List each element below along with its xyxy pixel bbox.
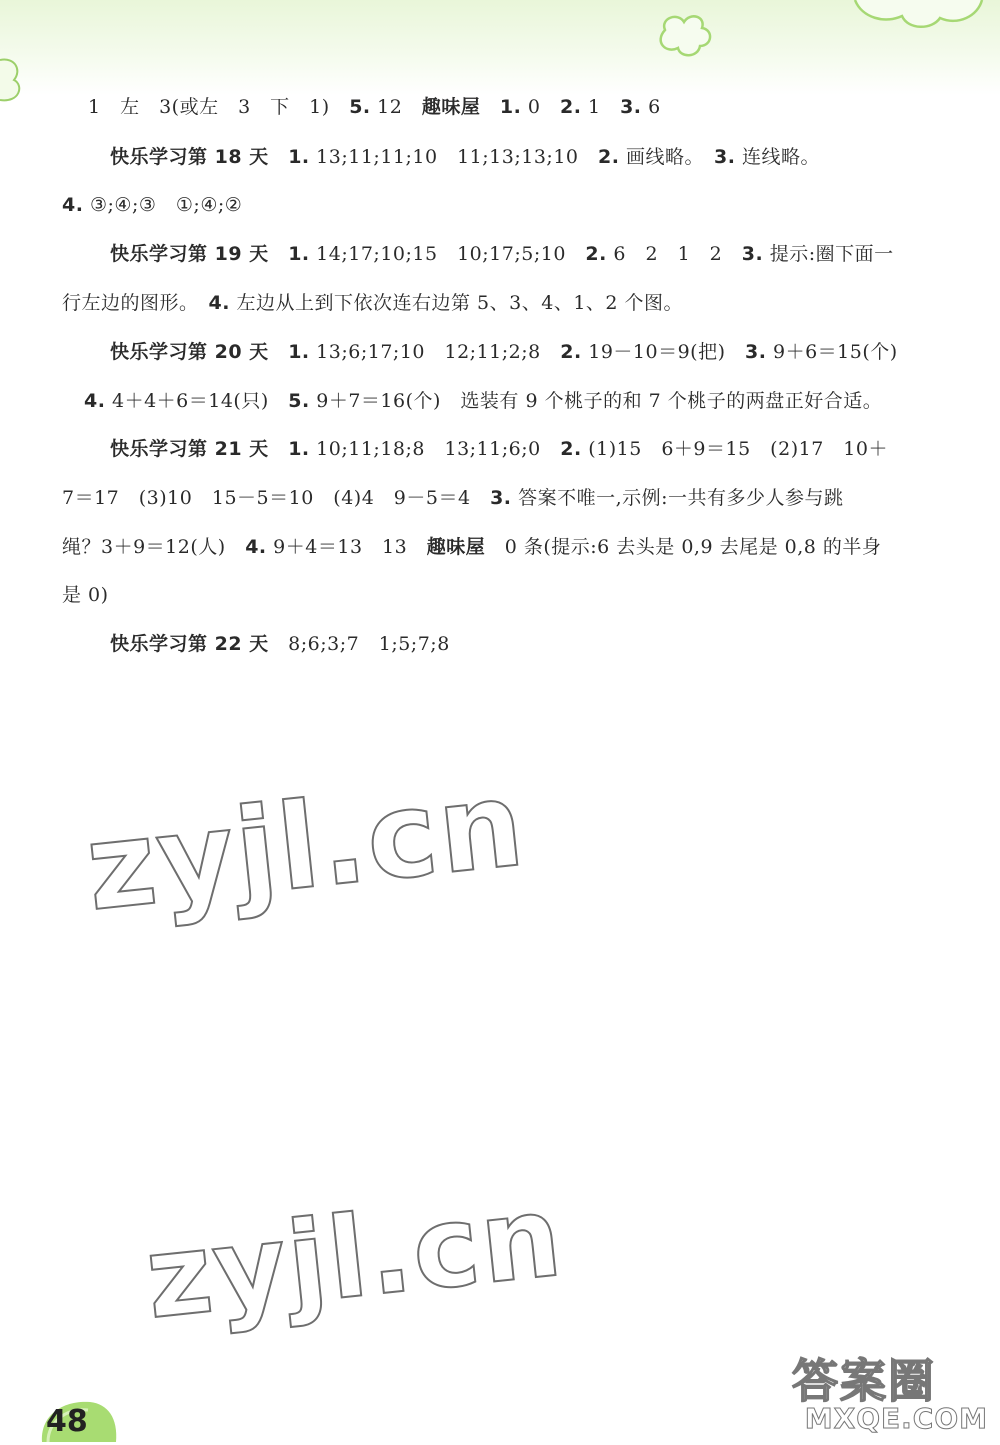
answer-text-segment: 0 条(提示:6 去头是 0,9 去尾是 0,8 的半身 (485, 536, 882, 558)
answer-text-segment: 14;17;10;15 10;17;5;10 (309, 243, 586, 265)
answer-text-segment: 1. (499, 96, 522, 118)
answer-text-segment: 6 2 1 2 (606, 243, 742, 265)
answer-text-segment: 1. (288, 243, 310, 265)
watermark-lower: zyjl.cn (140, 1171, 569, 1345)
answer-text-segment: 行左边的图形。 (62, 292, 209, 314)
answer-text-segment: 1 (581, 96, 621, 118)
answer-text-segment: 9＋6＝15(个) (766, 341, 898, 363)
answer-text-segment: 5. (349, 96, 371, 118)
answer-line-11 (62, 583, 109, 607)
corner-logo (788, 1345, 988, 1435)
answer-text-segment: 3. (714, 146, 736, 168)
answer-line-1 (88, 95, 661, 119)
cloud-decoration-left (0, 55, 30, 115)
answer-line-6 (110, 340, 898, 364)
answer-text-segment: 2. (585, 243, 607, 265)
answer-text-segment (480, 96, 500, 118)
answer-text-segment: 画线略。 (619, 146, 715, 168)
answer-text-segment (269, 341, 289, 363)
answer-text-segment: 7＝17 (3)10 15－5＝10 (4)4 9－5＝4 (62, 487, 491, 509)
answer-text-segment: 4. (84, 390, 106, 412)
answer-text-segment: 2. (560, 341, 582, 363)
answer-text-segment (269, 438, 289, 460)
answer-text-segment: 快乐学习第 19 天 (110, 243, 269, 265)
answer-text-segment: 2. (560, 438, 582, 460)
page-number-badge (38, 1398, 120, 1444)
answer-text-segment: 12 (370, 96, 422, 118)
answer-text-segment: 13;6;17;10 12;11;2;8 (309, 341, 561, 363)
answer-text-segment: (1)15 6＋9＝15 (2)17 10＋ (581, 438, 888, 460)
answer-text-segment: 1 左 3(或左 3 下 1) (88, 96, 350, 118)
answer-text-segment: 19－10＝9(把) (581, 341, 746, 363)
answer-line-2 (110, 145, 820, 169)
page-number: 48 (46, 1404, 88, 1439)
answer-text-segment (269, 146, 289, 168)
answer-text-segment: 4. (62, 194, 84, 216)
answer-text-segment: 3. (490, 487, 512, 509)
answer-text-segment: 答案不唯一,示例:一共有多少人参与跳 (511, 487, 844, 509)
answer-line-10 (62, 535, 881, 559)
answer-text-segment: 9＋4＝13 13 (266, 536, 427, 558)
answer-line-5 (62, 291, 683, 315)
answer-text-segment: 1. (288, 146, 310, 168)
answer-text-segment: 快乐学习第 21 天 (110, 438, 269, 460)
answer-text-segment: 2. (598, 146, 620, 168)
answer-line-4 (110, 242, 894, 266)
answer-text-segment: 左边从上到下依次连右边第 5、3、4、1、2 个图。 (229, 292, 684, 314)
answer-text-segment: 4. (208, 292, 230, 314)
corner-logo-brand: 答案圈 (792, 1354, 936, 1408)
answer-text-segment: 连线略。 (735, 146, 821, 168)
answer-text-segment: 6 (641, 96, 661, 118)
answer-text-segment: 1. (288, 341, 310, 363)
answer-line-7 (84, 389, 882, 413)
answer-text-segment: 是 0) (62, 584, 109, 606)
answer-line-3 (62, 193, 242, 217)
answer-text-segment: 绳？3＋9＝12(人) (62, 536, 246, 558)
answer-text-segment (269, 243, 289, 265)
answer-text-segment: 趣味屋 (421, 96, 481, 118)
answer-text-segment: 趣味屋 (426, 536, 486, 558)
answer-text-segment: 1. (288, 438, 310, 460)
answer-text-segment: 4. (245, 536, 267, 558)
answer-text-segment: 提示:圈下面一 (763, 243, 894, 265)
answer-text-segment: 0 (521, 96, 560, 118)
answer-text-segment: 3. (620, 96, 642, 118)
answer-text-segment: 10;11;18;8 13;11;6;0 (309, 438, 561, 460)
answer-text-segment: 8;6;3;7 1;5;7;8 (268, 633, 450, 655)
answer-text-segment: 3. (741, 243, 764, 265)
answer-text-segment: 13;11;11;10 11;13;13;10 (309, 146, 599, 168)
answer-text-segment: 快乐学习第 18 天 (110, 146, 269, 168)
answer-text-segment: 快乐学习第 20 天 (110, 341, 269, 363)
watermark-upper: zyjl.cn (80, 754, 532, 938)
corner-logo-domain: MXQE.COM (804, 1402, 988, 1435)
answer-text-segment: 快乐学习第 22 天 (110, 633, 269, 655)
answer-line-12 (110, 632, 450, 656)
cloud-decoration-right (640, 0, 1000, 70)
answer-text-segment: 9＋7＝16(个) 选装有 9 个桃子的和 7 个桃子的两盘正好合适。 (309, 390, 883, 412)
answer-text-segment: ③;④;③ ①;④;② (83, 194, 243, 216)
answer-line-9 (62, 486, 844, 510)
answer-text-segment: 2. (559, 96, 582, 118)
answer-text-segment: 3. (745, 341, 767, 363)
answer-text-segment: 5. (288, 390, 310, 412)
answer-line-8 (110, 437, 888, 461)
answer-text-segment: 4＋4＋6＝14(只) (105, 390, 289, 412)
